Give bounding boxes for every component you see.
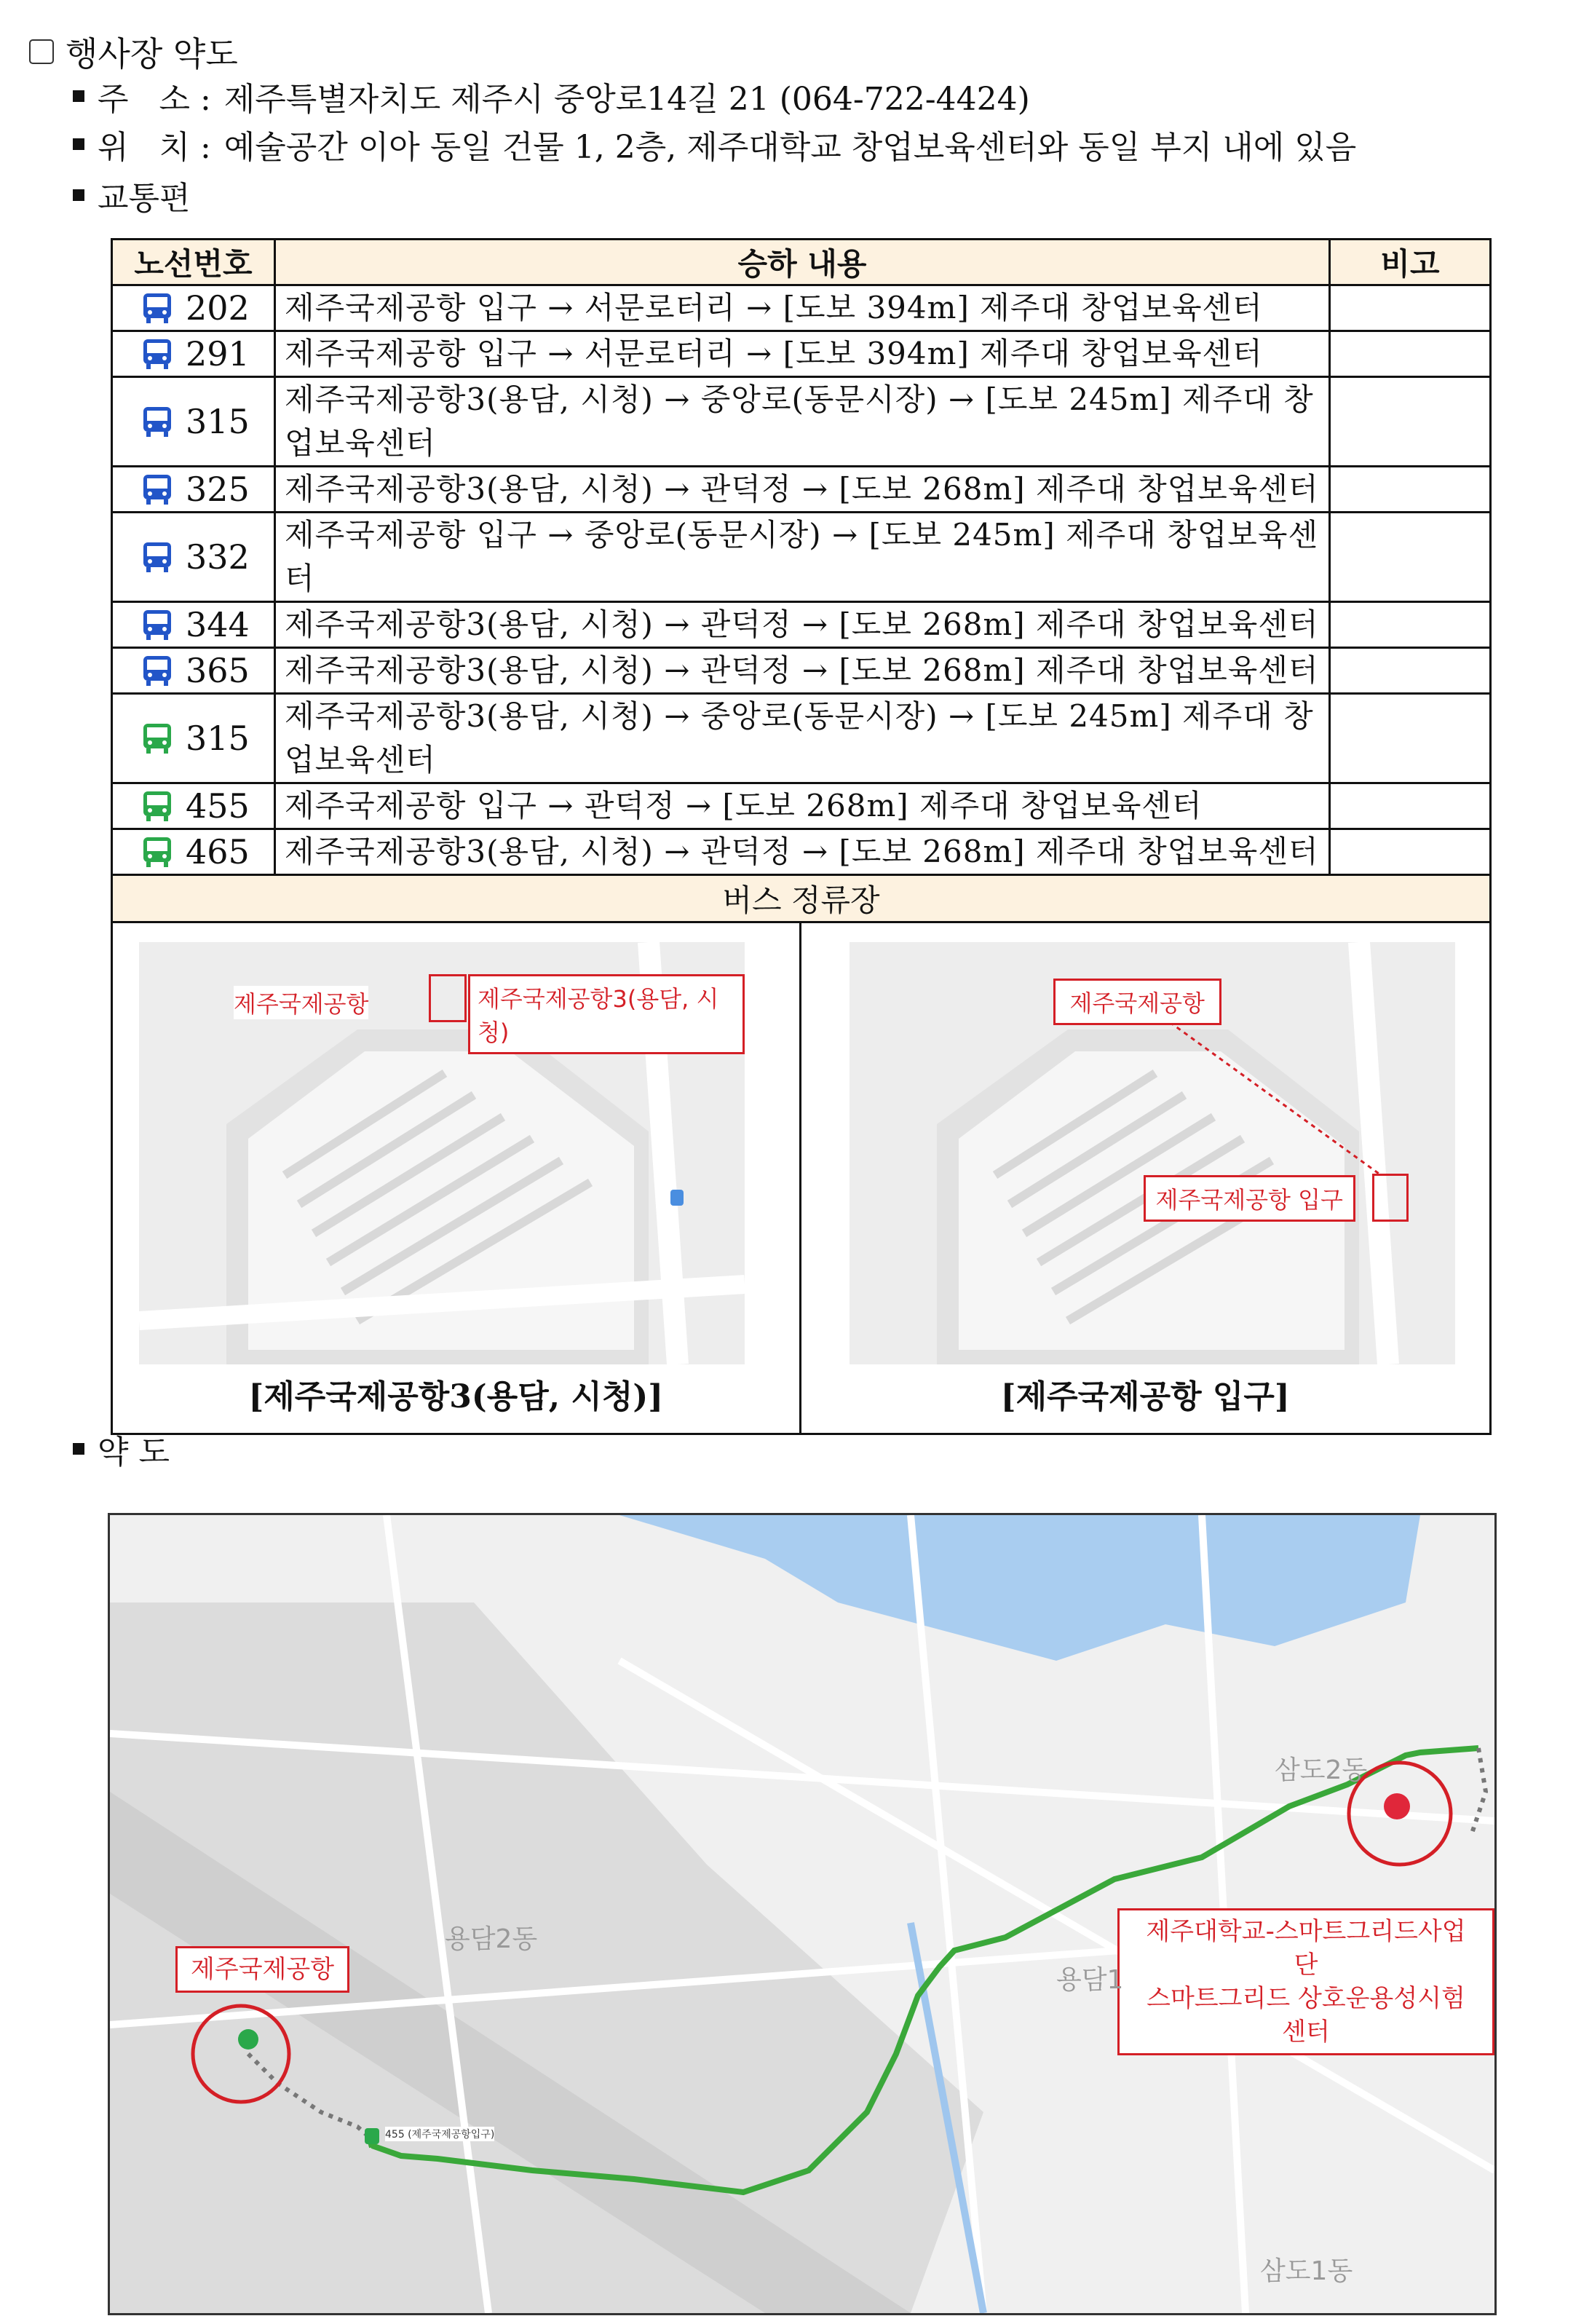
area-map-destination-label <box>1117 1908 1494 2055</box>
route-note-cell <box>1330 602 1491 648</box>
address-label: 주 소 : <box>98 81 211 118</box>
stop-map-panel-2 <box>801 923 1490 1433</box>
stop-map-2-caption: [제주국제공항 입구] <box>1000 1378 1290 1415</box>
area-map <box>108 1513 1497 2315</box>
table-row <box>112 285 1491 331</box>
route-description-cell <box>275 513 1330 602</box>
route-description: 제주국제공항3(용담, 시청) → 중앙로(동문시장) → [도보 245m] 제주대 창업보육센터 <box>285 698 1314 778</box>
stop-map-1-marker-box <box>429 974 467 1022</box>
route-number-cell <box>112 467 275 513</box>
table-row <box>112 829 1491 875</box>
route-description: 제주국제공항3(용담, 시청) → 관덕정 → [도보 268m] 제주대 창업보육센터 <box>285 606 1319 642</box>
route-description-cell <box>275 331 1330 377</box>
location-line <box>73 121 1356 167</box>
route-note-cell <box>1330 331 1491 377</box>
stop-map-2-airport-label: 제주국제공항 <box>1053 979 1221 1025</box>
route-note-cell <box>1330 513 1491 602</box>
route-number-cell <box>112 783 275 829</box>
route-number: 315 <box>186 402 250 441</box>
bus-icon <box>142 790 173 822</box>
route-description: 제주국제공항3(용담, 시청) → 중앙로(동문시장) → [도보 245m] 제주대 창업보육센터 <box>285 382 1314 461</box>
location-label: 위 치 : <box>98 129 211 166</box>
location-value: 예술공간 이아 동일 건물 1, 2층, 제주대학교 창업보육센터와 동일 부지 내에 있음 <box>223 129 1357 166</box>
table-row <box>112 331 1491 377</box>
route-note-cell <box>1330 648 1491 694</box>
route-number-cell <box>112 648 275 694</box>
header-description: 승하 내용 <box>275 240 1330 285</box>
header-note: 비고 <box>1330 240 1491 285</box>
stop-map-2-marker-box <box>1372 1174 1409 1222</box>
transport-label: 교통편 <box>98 180 191 217</box>
bus-stop-header: 버스 정류장 <box>112 875 1491 922</box>
route-description-cell <box>275 829 1330 875</box>
bus-icon <box>142 541 173 573</box>
map-section-label: 약 도 <box>98 1434 170 1471</box>
address-value: 제주특별자치도 제주시 중앙로14길 21 (064-722-4424) <box>223 81 1030 118</box>
route-note-cell <box>1330 467 1491 513</box>
route-note-cell <box>1330 285 1491 331</box>
bus-icon <box>142 338 173 370</box>
table-row <box>112 513 1491 602</box>
route-number: 202 <box>186 288 250 328</box>
table-row <box>112 377 1491 467</box>
route-number: 332 <box>186 537 250 577</box>
header-route-number: 노선번호 <box>112 240 275 285</box>
destination-label-line-1: 제주대학교-스마트그리드사업단 <box>1146 1917 1466 1980</box>
district-label: 용담2동 <box>445 1924 538 1954</box>
route-note-cell <box>1330 783 1491 829</box>
section-title: 행사장 약도 <box>66 34 238 74</box>
section-heading <box>29 28 238 76</box>
destination-label-line-2: 스마트그리드 상호운용성시험 센터 <box>1147 1984 1465 2047</box>
route-number: 325 <box>186 470 250 509</box>
address-line <box>73 73 1030 119</box>
bus-icon <box>142 406 173 438</box>
table-row <box>112 694 1491 783</box>
route-number: 315 <box>186 719 250 758</box>
route-description-cell <box>275 783 1330 829</box>
route-description-cell <box>275 377 1330 467</box>
stop-map-image-2 <box>850 942 1455 1364</box>
district-label: 삼도2동 <box>1275 1755 1368 1785</box>
bus-icon <box>142 722 173 754</box>
bus-icon <box>142 473 173 505</box>
route-number-cell <box>112 513 275 602</box>
route-number-cell <box>112 602 275 648</box>
route-description: 제주국제공항 입구 → 중앙로(동문시장) → [도보 245m] 제주대 창업보육센터 <box>285 517 1319 596</box>
district-label: 삼도1동 <box>1260 2256 1353 2286</box>
table-row <box>112 783 1491 829</box>
route-number: 465 <box>186 832 250 872</box>
route-note-cell <box>1330 694 1491 783</box>
bus-icon <box>142 609 173 641</box>
stop-map-1-stop-label: 제주국제공항3(용담, 시청) <box>468 974 745 1054</box>
table-row <box>112 467 1491 513</box>
route-description: 제주국제공항3(용담, 시청) → 관덕정 → [도보 268m] 제주대 창업보육센터 <box>285 471 1319 507</box>
route-number: 291 <box>186 334 250 374</box>
route-number-cell <box>112 829 275 875</box>
bus-icon <box>142 655 173 687</box>
route-description-cell <box>275 285 1330 331</box>
table-row <box>112 602 1491 648</box>
bullet-icon <box>73 189 84 201</box>
bullet-icon <box>73 1443 84 1455</box>
bullet-icon <box>73 90 84 102</box>
stop-map-1-airport-label: 제주국제공항 <box>234 986 368 1019</box>
route-number-cell <box>112 377 275 467</box>
route-description-cell <box>275 648 1330 694</box>
area-map-airport-label: 제주국제공항 <box>175 1946 349 1993</box>
bus-icon <box>142 836 173 868</box>
district-label: 용담1 <box>1056 1965 1124 1995</box>
route-description-cell <box>275 602 1330 648</box>
route-description: 제주국제공항 입구 → 서문로터리 → [도보 394m] 제주대 창업보육센터 <box>285 336 1263 371</box>
map-section-line <box>73 1426 170 1472</box>
route-number: 365 <box>186 651 250 690</box>
route-description-cell <box>275 694 1330 783</box>
bus-stop-label: 455 (제주국제공항입구) <box>385 2127 494 2141</box>
checkbox-icon <box>29 39 54 64</box>
route-description: 제주국제공항3(용담, 시청) → 관덕정 → [도보 268m] 제주대 창업보육센터 <box>285 834 1319 869</box>
route-description: 제주국제공항 입구 → 서문로터리 → [도보 394m] 제주대 창업보육센터 <box>285 290 1263 325</box>
route-number-cell <box>112 331 275 377</box>
route-number-cell <box>112 694 275 783</box>
route-description-cell <box>275 467 1330 513</box>
bus-routes-table <box>111 238 1492 1435</box>
table-row <box>112 648 1491 694</box>
route-number-cell <box>112 285 275 331</box>
route-note-cell <box>1330 829 1491 875</box>
bus-icon <box>142 292 173 324</box>
stop-map-2-stop-label: 제주국제공항 입구 <box>1144 1175 1355 1222</box>
stop-map-image-1 <box>139 942 745 1364</box>
route-description: 제주국제공항 입구 → 관덕정 → [도보 268m] 제주대 창업보육센터 <box>285 788 1203 823</box>
route-number: 455 <box>186 786 250 826</box>
stop-map-1-caption: [제주국제공항3(용담, 시청)] <box>248 1378 664 1415</box>
route-number: 344 <box>186 605 250 644</box>
route-note-cell <box>1330 377 1491 467</box>
bullet-icon <box>73 138 84 150</box>
route-description: 제주국제공항3(용담, 시청) → 관덕정 → [도보 268m] 제주대 창업보육센터 <box>285 652 1319 688</box>
transport-line <box>73 172 191 218</box>
bus-stop-maps <box>112 922 1491 1434</box>
stop-map-panel-1 <box>113 923 801 1433</box>
